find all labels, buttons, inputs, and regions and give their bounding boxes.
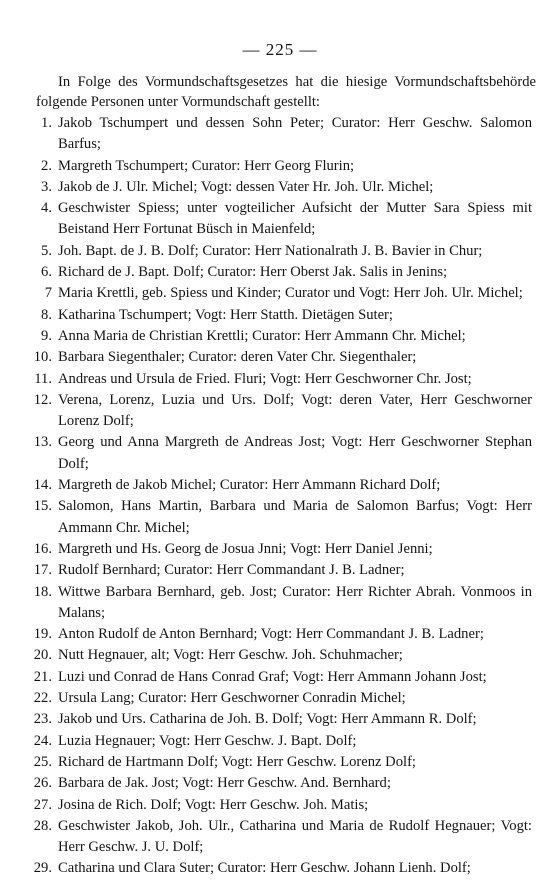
list-item [20,795,532,816]
list-item [20,539,532,560]
list-item [20,496,532,539]
entry-number: 12. [33,391,52,408]
list-item [20,667,532,688]
entry-text: Margreth und Hs. Georg de Josua Jnni; Vogt: Herr Daniel Jenni; [58,540,433,557]
entry-text: Jakob Tschumpert und dessen Sohn Peter; Curator: Herr Geschw. Salomon Barfus; [58,115,532,153]
entry-text: Margreth Tschumpert; Curator: Herr Georg Flurin; [58,157,355,174]
entry-text: Katharina Tschumpert; Vogt: Herr Statth. Dietägen Suter; [58,306,393,323]
entry-number: 18. [33,583,52,600]
entry-text: Catharina und Clara Suter; Curator: Herr Geschw. Johann Lienh. Dolf; [58,860,471,877]
entry-number: 3. [41,178,52,195]
list-item [20,475,532,496]
entry-number: 17. [33,562,52,579]
entry-number: 29. [33,860,52,877]
entry-text: Verena, Lorenz, Luzia und Urs. Dolf; Vogt: deren Vater, Herr Geschworner Lorenz Dolf; [58,391,532,430]
entry-text: Anna Maria de Christian Krettli; Curator: Herr Ammann Chr. Michel; [58,327,466,344]
entry-number: 9. [41,327,52,344]
list-item [20,752,532,773]
list-item [20,326,532,347]
entry-number: 4. [41,200,52,217]
entry-text: Anton Rudolf de Anton Bernhard; Vogt: Herr Commandant J. B. Ladner; [58,626,484,643]
entry-text: Rudolf Bernhard; Curator: Herr Commandant J. B. Ladner; [58,562,405,579]
entry-number: 25. [33,753,52,770]
entry-number: 23. [33,711,52,728]
list-item [20,645,532,666]
list-item [20,858,532,879]
list-item [20,177,532,198]
entry-text: Wittwe Barbara Bernhard, geb. Jost; Curator: Herr Richter Abrah. Vonmoos in Malans; [58,583,532,621]
list-item [20,709,532,730]
entry-number: 8. [41,306,52,323]
list-item [20,262,532,283]
entry-number: 14. [33,477,52,494]
entry-number: 21. [33,668,52,685]
list-item [20,816,532,859]
entry-number: 27. [33,796,52,813]
list-item [20,582,532,625]
entry-text: Barbara Siegenthaler; Curator: deren Vater Chr. Siegenthaler; [58,349,417,366]
entry-text: Nutt Hegnauer, alt; Vogt: Herr Geschw. Joh. Schuhmacher; [58,647,403,664]
entry-number: 10. [33,349,52,366]
list-item [20,624,532,645]
entry-number: 20. [33,647,52,664]
list-item [20,305,532,326]
intro-paragraph: In Folge des Vormundschaftsgesetzes hat die hiesige Vormundschaftsbehörde folgende Personen unter Vormundschaft gestellt: [36,74,536,110]
entry-number: 26. [33,775,52,792]
list-item [20,156,532,177]
list-item [20,198,532,241]
list-item [20,688,532,709]
guardianship-list [20,113,532,880]
entry-text: Margreth de Jakob Michel; Curator: Herr Ammann Richard Dolf; [58,477,441,494]
entry-text: Jakob und Urs. Catharina de Joh. B. Dolf; Vogt: Herr Ammann R. Dolf; [58,711,477,728]
list-item [20,283,532,304]
entry-text: Jakob de J. Ulr. Michel; Vogt: dessen Vater Hr. Joh. Ulr. Michel; [58,178,434,195]
entry-number: 5. [41,242,52,259]
entry-text: Barbara de Jak. Jost; Vogt: Herr Geschw. And. Bernhard; [58,775,391,792]
list-item [20,432,532,475]
entry-number: 19. [33,626,52,643]
list-item [20,113,532,156]
list-item [20,347,532,368]
entry-number: 24. [33,732,52,749]
entry-number: 13. [33,434,52,451]
entry-number: 2. [41,157,52,174]
entry-text: Richard de Hartmann Dolf; Vogt: Herr Geschw. Lorenz Dolf; [58,753,416,770]
list-item [20,390,532,433]
list-item [20,773,532,794]
entry-number: 28. [33,817,52,834]
list-item [20,731,532,752]
page-number: — 225 — [242,40,318,59]
entry-number: 1. [41,115,52,131]
entry-number: 22. [33,690,52,707]
list-item [20,369,532,390]
entry-text: Maria Krettli, geb. Spiess und Kinder; Curator und Vogt: Herr Joh. Ulr. Michel; [58,285,523,302]
entry-text: Salomon, Hans Martin, Barbara und Maria de Salomon Barfus; Vogt: Herr Ammann Chr. Michel; [58,498,532,536]
entry-text: Geschwister Jakob, Joh. Ulr., Catharina und Maria de Rudolf Hegnauer; Vogt: Herr Geschw. J. U. Dolf; [58,817,532,856]
entry-number: 15. [33,498,52,515]
entry-number: 11. [34,370,52,387]
entry-number: 7 [44,285,52,302]
entry-text: Joh. Bapt. de J. B. Dolf; Curator: Herr Nationalrath J. B. Bavier in Chur; [58,242,483,259]
entry-number: 6. [41,264,52,281]
entry-number: 16. [33,540,52,557]
entry-text: Georg und Anna Margreth de Andreas Jost; Vogt: Herr Geschworner Stephan Dolf; [58,434,532,472]
entry-text: Richard de J. Bapt. Dolf; Curator: Herr Oberst Jak. Salis in Jenins; [58,264,448,281]
entry-text: Andreas und Ursula de Fried. Fluri; Vogt: Herr Geschworner Chr. Jost; [58,370,472,387]
entry-text: Luzia Hegnauer; Vogt: Herr Geschw. J. Bapt. Dolf; [58,732,357,749]
entry-text: Josina de Rich. Dolf; Vogt: Herr Geschw. Joh. Matis; [58,796,369,813]
entry-text: Ursula Lang; Curator: Herr Geschworner Conradin Michel; [58,690,406,707]
entry-text: Luzi und Conrad de Hans Conrad Graf; Vogt: Herr Ammann Johann Jost; [58,668,487,685]
list-item [20,560,532,581]
entry-text: Geschwister Spiess; unter vogteilicher Aufsicht der Mutter Sara Spiess mit Beistand Herr Fortunat Büsch in Maienfeld; [58,200,532,238]
list-item [20,241,532,262]
